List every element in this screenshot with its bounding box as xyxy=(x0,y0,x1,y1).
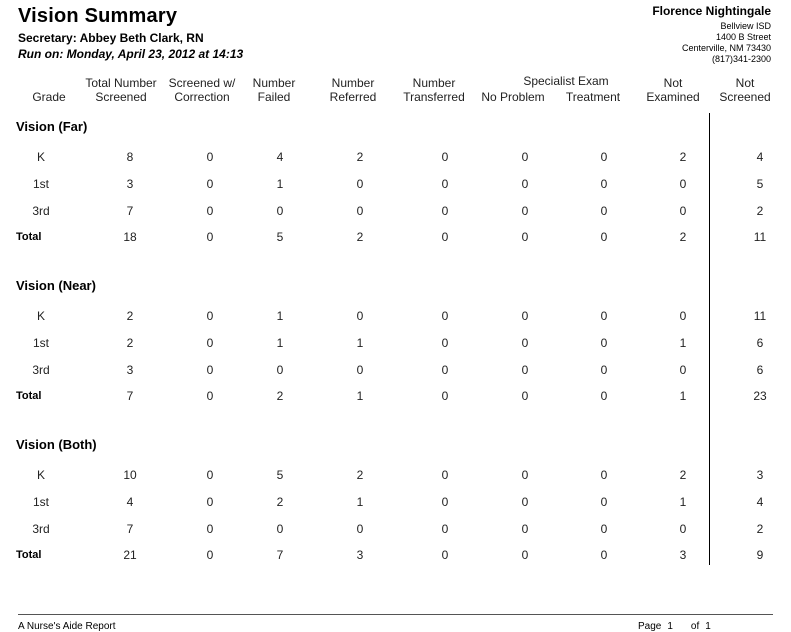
table-cell: 0 xyxy=(521,548,529,562)
total-row-label: Total xyxy=(16,390,42,402)
table-cell: 2 xyxy=(356,150,364,164)
table-cell: 0 xyxy=(679,363,687,377)
table-cell: 18 xyxy=(123,230,137,244)
table-cell: 2 xyxy=(679,150,687,164)
address-line-2: 1400 B Street xyxy=(715,32,771,42)
address-line-1: Bellview ISD xyxy=(720,21,771,31)
grade-cell: 1st xyxy=(32,177,49,191)
secretary-line: Secretary: Abbey Beth Clark, RN xyxy=(18,31,204,45)
table-cell: 0 xyxy=(206,309,214,323)
table-cell: 2 xyxy=(276,389,284,403)
table-cell: 0 xyxy=(679,522,687,536)
col-screened-correction-header: Screened w/ Correction xyxy=(168,76,236,104)
address-line-4: (817)341-2300 xyxy=(711,54,771,64)
table-cell: 0 xyxy=(521,204,529,218)
run-on-line: Run on: Monday, April 23, 2012 at 14:13 xyxy=(18,47,244,61)
col-failed-header: Number Failed xyxy=(252,76,296,104)
table-cell: 2 xyxy=(756,204,764,218)
table-cell: 3 xyxy=(679,548,687,562)
grade-cell: 1st xyxy=(32,495,49,509)
grade-cell: 3rd xyxy=(32,204,50,218)
table-cell: 0 xyxy=(521,150,529,164)
table-cell: 0 xyxy=(600,309,608,323)
table-cell: 1 xyxy=(356,336,364,350)
table-cell: 0 xyxy=(356,177,364,191)
grade-cell: K xyxy=(36,468,45,482)
col-referred-header: Number Referred xyxy=(329,76,377,104)
table-cell: 6 xyxy=(756,363,764,377)
table-cell: 1 xyxy=(276,177,284,191)
table-cell: 0 xyxy=(276,363,284,377)
table-cell: 0 xyxy=(206,389,214,403)
footer-divider xyxy=(18,614,773,615)
table-cell: 0 xyxy=(600,389,608,403)
table-cell: 11 xyxy=(753,309,767,323)
table-cell: 1 xyxy=(356,389,364,403)
table-cell: 0 xyxy=(441,522,449,536)
table-cell: 0 xyxy=(600,548,608,562)
table-cell: 0 xyxy=(600,468,608,482)
table-cell: 0 xyxy=(679,309,687,323)
table-cell: 0 xyxy=(600,336,608,350)
col-total-screened-header: Total Number Screened xyxy=(85,76,157,104)
table-cell: 0 xyxy=(441,495,449,509)
table-cell: 0 xyxy=(521,363,529,377)
table-cell: 0 xyxy=(521,389,529,403)
table-cell: 0 xyxy=(206,150,214,164)
table-cell: 0 xyxy=(441,177,449,191)
table-cell: 7 xyxy=(126,204,134,218)
table-cell: 4 xyxy=(756,150,764,164)
table-cell: 2 xyxy=(756,522,764,536)
table-cell: 21 xyxy=(123,548,137,562)
table-cell: 0 xyxy=(521,522,529,536)
table-cell: 0 xyxy=(521,468,529,482)
table-cell: 0 xyxy=(276,204,284,218)
table-cell: 0 xyxy=(206,230,214,244)
table-cell: 0 xyxy=(441,204,449,218)
table-cell: 4 xyxy=(756,495,764,509)
page-indicator: Page 1 of 1 xyxy=(638,621,711,632)
table-cell: 1 xyxy=(679,336,687,350)
table-cell: 0 xyxy=(600,204,608,218)
grade-cell: K xyxy=(36,309,45,323)
table-cell: 0 xyxy=(356,309,364,323)
table-cell: 10 xyxy=(123,468,137,482)
footer-report-name: A Nurse's Aide Report xyxy=(18,621,116,632)
table-cell: 0 xyxy=(600,177,608,191)
table-cell: 1 xyxy=(276,309,284,323)
col-specialist-header: Specialist Exam xyxy=(523,74,609,88)
table-cell: 0 xyxy=(679,177,687,191)
grade-cell: K xyxy=(36,150,45,164)
table-cell: 2 xyxy=(126,309,134,323)
table-cell: 1 xyxy=(276,336,284,350)
table-cell: 2 xyxy=(126,336,134,350)
table-cell: 11 xyxy=(753,230,767,244)
table-cell: 7 xyxy=(126,522,134,536)
table-cell: 0 xyxy=(206,177,214,191)
table-cell: 1 xyxy=(679,495,687,509)
table-cell: 7 xyxy=(126,389,134,403)
col-transferred-header: Number Transferred xyxy=(403,76,465,104)
table-cell: 0 xyxy=(521,336,529,350)
table-cell: 2 xyxy=(356,468,364,482)
table-cell: 3 xyxy=(356,548,364,562)
grade-cell: 1st xyxy=(32,336,49,350)
table-cell: 0 xyxy=(600,150,608,164)
table-cell: 8 xyxy=(126,150,134,164)
table-cell: 1 xyxy=(679,389,687,403)
table-cell: 5 xyxy=(276,230,284,244)
table-cell: 4 xyxy=(126,495,134,509)
table-cell: 0 xyxy=(521,309,529,323)
table-cell: 7 xyxy=(276,548,284,562)
nurse-name: Florence Nightingale xyxy=(652,4,771,18)
table-cell: 23 xyxy=(753,389,767,403)
table-cell: 0 xyxy=(441,309,449,323)
table-cell: 5 xyxy=(756,177,764,191)
table-cell: 0 xyxy=(441,230,449,244)
report-title: Vision Summary xyxy=(18,5,178,27)
table-cell: 3 xyxy=(756,468,764,482)
table-cell: 0 xyxy=(206,548,214,562)
table-cell: 0 xyxy=(206,336,214,350)
table-cell: 0 xyxy=(206,522,214,536)
section-title: Vision (Both) xyxy=(16,437,97,452)
section-title: Vision (Near) xyxy=(16,278,96,293)
table-cell: 5 xyxy=(276,468,284,482)
table-cell: 0 xyxy=(206,363,214,377)
table-cell: 0 xyxy=(600,230,608,244)
table-cell: 2 xyxy=(276,495,284,509)
table-cell: 0 xyxy=(441,336,449,350)
table-cell: 0 xyxy=(206,468,214,482)
total-row-label: Total xyxy=(16,549,42,561)
grade-cell: 3rd xyxy=(32,522,50,536)
table-cell: 0 xyxy=(206,204,214,218)
total-row-label: Total xyxy=(16,231,42,243)
col-no-problem-header: No Problem xyxy=(481,90,545,104)
table-cell: 0 xyxy=(600,495,608,509)
table-cell: 0 xyxy=(356,522,364,536)
table-cell: 9 xyxy=(756,548,764,562)
table-cell: 0 xyxy=(600,522,608,536)
table-cell: 0 xyxy=(441,389,449,403)
col-not-examined-header: Not Examined xyxy=(646,76,700,104)
table-cell: 6 xyxy=(756,336,764,350)
table-cell: 0 xyxy=(679,204,687,218)
table-cell: 0 xyxy=(276,522,284,536)
address-line-3: Centerville, NM 73430 xyxy=(681,43,771,53)
table-cell: 3 xyxy=(126,177,134,191)
table-cell: 0 xyxy=(521,177,529,191)
table-cell: 3 xyxy=(126,363,134,377)
table-cell: 0 xyxy=(441,468,449,482)
table-cell: 0 xyxy=(206,495,214,509)
col-grade-header: Grade xyxy=(32,90,66,104)
table-cell: 0 xyxy=(441,150,449,164)
table-cell: 0 xyxy=(356,363,364,377)
table-cell: 0 xyxy=(441,363,449,377)
section-title: Vision (Far) xyxy=(16,119,88,134)
table-cell: 1 xyxy=(356,495,364,509)
table-cell: 2 xyxy=(679,230,687,244)
table-cell: 2 xyxy=(356,230,364,244)
col-treatment-header: Treatment xyxy=(565,90,621,104)
grade-cell: 3rd xyxy=(32,363,50,377)
col-not-screened-header: Not Screened xyxy=(719,76,771,104)
table-cell: 0 xyxy=(521,495,529,509)
table-cell: 0 xyxy=(356,204,364,218)
table-cell: 0 xyxy=(521,230,529,244)
table-cell: 0 xyxy=(600,363,608,377)
table-cell: 4 xyxy=(276,150,284,164)
table-cell: 2 xyxy=(679,468,687,482)
table-cell: 0 xyxy=(441,548,449,562)
